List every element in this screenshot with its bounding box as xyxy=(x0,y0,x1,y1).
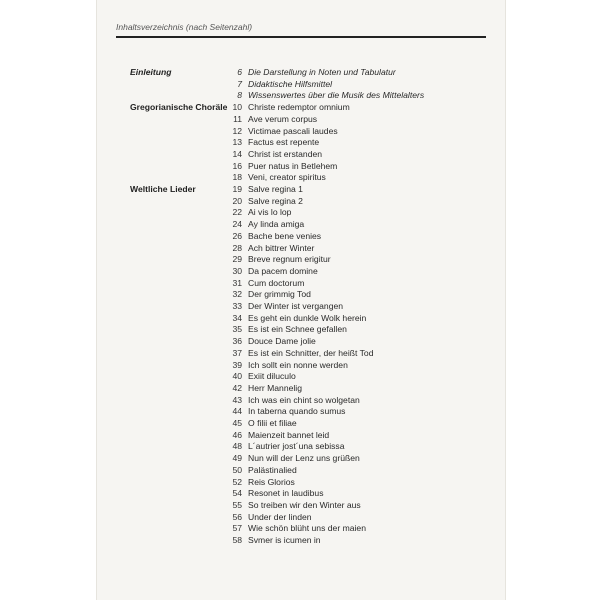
entry-title: Herr Mannelig xyxy=(248,382,302,393)
page-header: Inhaltsverzeichnis (nach Seitenzahl) xyxy=(116,22,253,32)
page-number: 26 xyxy=(232,230,242,241)
entry-title: Es ist ein Schnee gefallen xyxy=(248,324,347,335)
entry-title: Nun will der Lenz uns grüßen xyxy=(248,453,360,464)
entry-title: Wissenswertes über die Musik des Mittelalters xyxy=(248,90,425,101)
toc-entry xyxy=(96,499,506,511)
page-number: 12 xyxy=(232,125,242,136)
entry-title: Exiit diluculo xyxy=(248,371,296,382)
toc-entry xyxy=(96,405,506,417)
toc-entry xyxy=(96,440,506,452)
toc-entry xyxy=(96,125,506,137)
entry-title: Der Winter ist vergangen xyxy=(248,301,344,311)
entry-title: Der grimmig Tod xyxy=(248,289,311,300)
entry-title: Victimae pascali laudes xyxy=(248,125,338,136)
entry-title: Ave verum corpus xyxy=(248,113,318,124)
toc-entry xyxy=(96,487,506,499)
page-number: 32 xyxy=(232,289,242,300)
page-number: 37 xyxy=(232,347,242,358)
toc-entry xyxy=(96,171,506,183)
entry-title: Puer natus in Betlehem xyxy=(248,160,338,171)
page-number: 31 xyxy=(232,277,242,288)
toc-entry xyxy=(96,347,506,359)
toc-entry xyxy=(96,89,506,101)
toc-entry xyxy=(96,136,506,148)
entry-title: Veni, creator spiritus xyxy=(248,172,326,183)
entry-title: Es geht ein dunkle Wolk herein xyxy=(248,312,367,323)
section-heading: Gregorianische Choräle xyxy=(130,102,228,113)
page-number: 20 xyxy=(232,195,242,206)
page-number: 58 xyxy=(232,535,242,545)
toc-entry xyxy=(96,335,506,347)
toc-entry xyxy=(96,534,506,546)
entry-title: Didaktische Hilfsmittel xyxy=(248,78,333,89)
entry-title: Salve regina 2 xyxy=(248,195,303,206)
page-number: 22 xyxy=(232,207,242,218)
toc-entry xyxy=(96,148,506,160)
toc-entry xyxy=(96,452,506,464)
page-number: 55 xyxy=(232,499,242,510)
page-number: 56 xyxy=(232,511,242,522)
entry-title: Ach bittrer Winter xyxy=(248,242,315,253)
entry-title: Da pacem domine xyxy=(248,265,318,276)
section-heading: Einleitung xyxy=(130,67,172,77)
page-number: 46 xyxy=(232,429,242,440)
page-number: 44 xyxy=(232,406,242,417)
entry-title: Ich sollt ein nonne werden xyxy=(248,359,348,370)
page-number: 30 xyxy=(232,265,242,276)
toc-entry xyxy=(96,300,506,312)
page-number: 45 xyxy=(232,418,242,428)
entry-title: Christe redemptor omnium xyxy=(248,102,350,113)
page-number: 54 xyxy=(232,488,242,499)
entry-title: Es ist ein Schnitter, der heißt Tod xyxy=(248,347,374,358)
page-number: 35 xyxy=(232,324,242,335)
entry-title: So treiben wir den Winter aus xyxy=(248,499,361,510)
entry-title: Svmer is icumen in xyxy=(248,535,321,545)
page-number: 48 xyxy=(232,441,242,452)
page-number: 14 xyxy=(232,148,242,159)
page-number: 28 xyxy=(232,242,242,253)
page-number: 13 xyxy=(232,137,242,148)
toc-entry xyxy=(96,230,506,242)
page-number: 34 xyxy=(232,312,242,323)
entry-title: Breve regnum erigitur xyxy=(248,254,331,265)
document-page xyxy=(96,0,506,600)
toc-entry xyxy=(96,218,506,230)
entry-title: Cum doctorum xyxy=(248,277,305,288)
entry-title: Christ ist erstanden xyxy=(248,148,323,159)
section-heading: Weltliche Lieder xyxy=(130,184,196,194)
toc-entry xyxy=(96,206,506,218)
toc-entry xyxy=(96,511,506,523)
entry-title: Reis Glorios xyxy=(248,476,295,487)
page-number: 36 xyxy=(232,336,242,347)
toc-entry xyxy=(96,464,506,476)
entry-title: Factus est repente xyxy=(248,137,320,148)
toc-entry xyxy=(96,429,506,441)
page-number: 16 xyxy=(232,160,242,171)
entry-title: Resonet in laudibus xyxy=(248,488,324,499)
entry-title: Maienzeit bannet leid xyxy=(248,429,330,440)
toc-entry xyxy=(96,277,506,289)
toc-entry xyxy=(96,183,506,195)
entry-title: Douce Dame jolie xyxy=(248,336,316,347)
toc-entry xyxy=(96,370,506,382)
entry-title: Die Darstellung in Noten und Tabulatur xyxy=(248,67,396,77)
entry-title: Wie schön blüht uns der maien xyxy=(248,523,366,534)
toc-entry xyxy=(96,382,506,394)
toc-entry xyxy=(96,253,506,265)
entry-title: O filii et filiae xyxy=(248,418,297,428)
page-number: 7 xyxy=(237,78,242,89)
entry-title: In taberna quando sumus xyxy=(248,406,346,417)
toc-entry xyxy=(96,288,506,300)
toc-entry xyxy=(96,78,506,90)
toc-entry xyxy=(96,394,506,406)
entry-title: Salve regina 1 xyxy=(248,184,303,194)
toc-entry xyxy=(96,476,506,488)
page-number: 52 xyxy=(232,476,242,487)
page-number: 6 xyxy=(237,67,242,77)
page-number: 29 xyxy=(232,254,242,265)
entry-title: L´autrier jost´una sebissa xyxy=(248,441,345,452)
page-number: 10 xyxy=(232,102,242,113)
page-number: 8 xyxy=(237,90,242,101)
toc-entry xyxy=(96,195,506,207)
page-number: 49 xyxy=(232,453,242,464)
page-number: 18 xyxy=(232,172,242,183)
page-number: 50 xyxy=(232,464,242,475)
page-number: 19 xyxy=(232,184,242,194)
page-number: 57 xyxy=(232,523,242,534)
toc-entry xyxy=(96,522,506,534)
entry-title: Ai vis lo lop xyxy=(248,207,292,218)
toc-entry xyxy=(96,359,506,371)
header-rule xyxy=(116,36,486,38)
page-number: 11 xyxy=(233,113,242,124)
page-number: 24 xyxy=(232,219,242,230)
page-number: 33 xyxy=(232,301,242,311)
toc-entry xyxy=(96,160,506,172)
page-number: 43 xyxy=(232,394,242,405)
entry-title: Ich was ein chint so wolgetan xyxy=(248,394,360,405)
toc-entry xyxy=(96,417,506,429)
page-number: 42 xyxy=(232,382,242,393)
toc-entry xyxy=(96,265,506,277)
entry-title: Bache bene venies xyxy=(248,230,322,241)
toc-entry xyxy=(96,242,506,254)
toc-entry xyxy=(96,312,506,324)
toc-entry xyxy=(96,101,506,113)
entry-title: Ay linda amiga xyxy=(248,219,305,230)
entry-title: Under der linden xyxy=(248,511,312,522)
page-number: 40 xyxy=(232,371,242,382)
toc-entry xyxy=(96,113,506,125)
toc-entry xyxy=(96,66,506,78)
page-number: 39 xyxy=(232,359,242,370)
toc-entry xyxy=(96,323,506,335)
entry-title: Palästinalied xyxy=(248,464,297,475)
